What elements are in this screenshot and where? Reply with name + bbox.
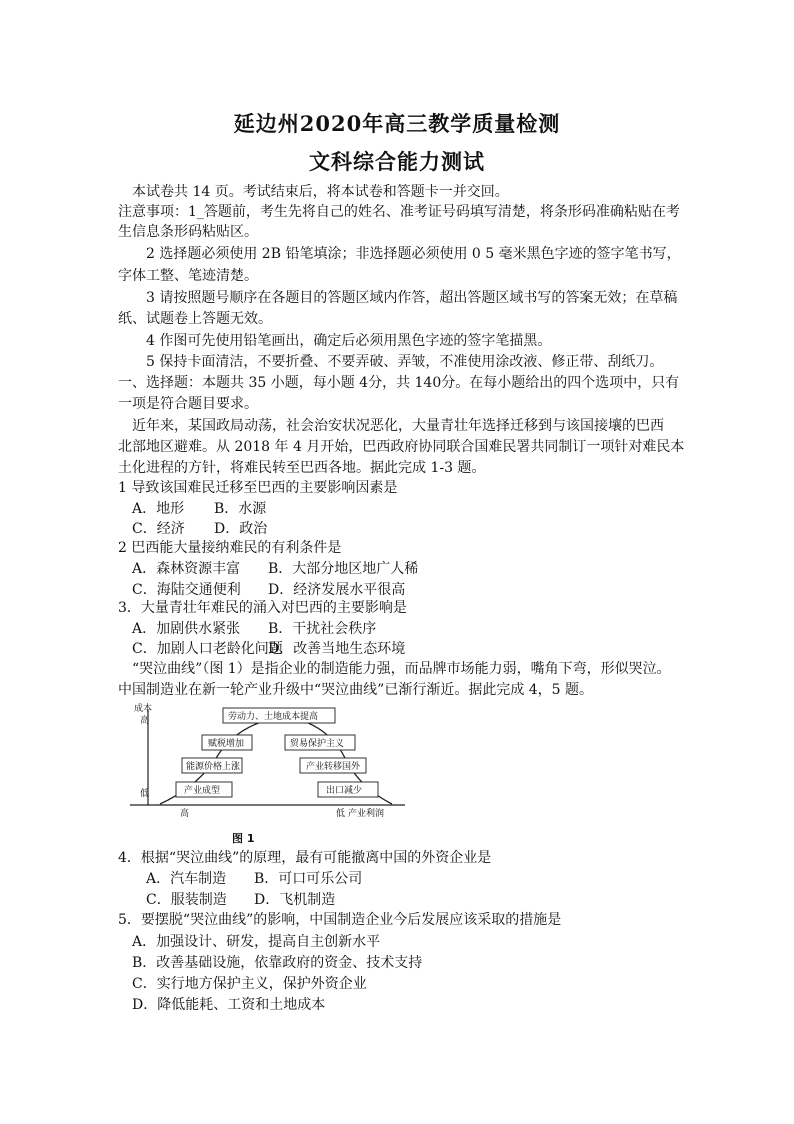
passage-1-line-3: 土化进程的方针，将难民转至巴西各地。据此完成 1-3 题。 xyxy=(118,460,486,476)
box-right-2-label: 产业转移国外 xyxy=(306,762,361,772)
question-4-stem: 4．根据“哭泣曲线”的原理，最有可能撤离中国的外资企业是 xyxy=(118,850,492,866)
q5-option-d: D．降低能耗、工资和土地成本 xyxy=(132,997,326,1013)
y-axis-low: 低 xyxy=(140,789,150,799)
x-axis-label: 产业利润 xyxy=(348,809,385,819)
q1-option-d: D．政治 xyxy=(214,521,268,537)
page-title: 延边州2020年高三教学质量检测 xyxy=(233,111,561,136)
q5-option-a: A．加强设计、研发，提高自主创新水平 xyxy=(132,934,381,950)
q4-option-b: B．可口可乐公司 xyxy=(254,871,363,887)
q2-option-a: A．森林资源丰富 xyxy=(132,561,241,577)
x-axis-low: 低 xyxy=(336,809,346,819)
question-1-stem: 1 导致该国难民迁移至巴西的主要影响因素是 xyxy=(118,480,398,496)
intro-text: 本试卷共 14 页。考试结束后，将本试卷和答题卡一并交回。 xyxy=(132,184,509,200)
q3-option-b: B．干扰社会秩序 xyxy=(268,621,377,637)
box-left-3-label: 产业成型 xyxy=(184,786,221,796)
question-2-stem: 2 巴西能大量接纳难民的有利条件是 xyxy=(118,540,342,556)
q1-option-a: A．地形 xyxy=(132,501,185,517)
q3-option-a: A．加剧供水紧张 xyxy=(132,621,241,637)
y-axis-label: 成本 xyxy=(134,704,153,714)
q1-option-c: C．经济 xyxy=(132,521,185,537)
q1-option-b: B．水源 xyxy=(214,501,267,517)
section-heading-cont: 一项是符合题目要求。 xyxy=(118,396,258,412)
note-3-cont: 纸、试题卷上答题无效。 xyxy=(118,311,272,327)
section-heading: 一、选择题：本题共 35 小题，每小题 4分，共 140分。在每小题给出的四个选项中，只有 xyxy=(118,375,680,391)
passage-1-line-1: 近年来，某国政局动荡，社会治安状况恶化，大量青壮年选择迁移到与该国接壤的巴西 xyxy=(132,418,664,434)
question-3-stem: 3．大量青壮年难民的涌入对巴西的主要影响是 xyxy=(118,600,407,616)
passage-1-line-2: 北部地区避难。从 2018 年 4 月开始，巴西政府协同联合国难民署共同制订一项针对难民本 xyxy=(118,439,685,455)
note-3: 3 请按照题号顺序在各题目的答题区域内作答，超出答题区域书写的答案无效；在草稿 xyxy=(146,290,678,306)
q5-option-c: C．实行地方保护主义，保护外资企业 xyxy=(132,976,367,992)
note-5: 5 保持卡面清洁，不要折叠、不要弄破、弄皱，不准使用涂改液、修正带、刮纸刀。 xyxy=(146,354,664,370)
page-subtitle: 文科综合能力测试 xyxy=(309,149,485,174)
box-left-2-label: 能源价格上涨 xyxy=(186,762,241,772)
note-2-cont: 字体工整、笔迹清楚。 xyxy=(118,268,258,284)
q4-option-d: D．飞机制造 xyxy=(254,892,336,908)
question-5-stem: 5．要摆脱“哭泣曲线”的影响，中国制造企业今后发展应该采取的措施是 xyxy=(118,912,562,928)
q4-option-a: A．汽车制造 xyxy=(146,871,227,887)
x-axis-high: 高 xyxy=(180,809,190,819)
q2-option-b: B．大部分地区地广人稀 xyxy=(268,561,419,577)
box-top-label: 劳动力、土地成本提高 xyxy=(228,712,319,722)
note-1: 注意事项：1_答题前，考生先将自己的姓名、准考证号码填写清楚，将条形码准确粘贴在考 xyxy=(118,204,680,220)
q4-option-c: C．服装制造 xyxy=(146,892,227,908)
q5-option-b: B．改善基础设施，依靠政府的资金、技术支持 xyxy=(132,955,423,971)
note-1-cont: 生信息条形码粘贴区。 xyxy=(118,224,258,240)
q3-option-d: D．改善当地生态环境 xyxy=(268,641,406,657)
figure-caption: 图 1 xyxy=(232,832,255,845)
note-2: 2 选择题必须使用 2B 铅笔填涂；非选择题必须使用 0 5 毫米黑色字迹的签字笔书写， xyxy=(146,246,681,262)
passage-2-line-1: “哭泣曲线”（图 1）是指企业的制造能力强，而品牌市场能力弱，嘴角下弯，形似哭泣。 xyxy=(132,661,671,677)
y-axis-high: 高 xyxy=(140,716,150,726)
crying-curve-diagram xyxy=(120,702,410,822)
note-4: 4 作图可先使用铅笔画出，确定后必须用黑色字迹的签字笔描黑。 xyxy=(146,333,552,349)
q2-option-d: D．经济发展水平很高 xyxy=(268,582,406,598)
box-right-1-label: 贸易保护主义 xyxy=(290,739,345,749)
q2-option-c: C．海陆交通便利 xyxy=(132,582,241,598)
q3-option-c: C．加剧人口老龄化问题 xyxy=(132,641,283,657)
box-left-1-label: 赋税增加 xyxy=(208,739,245,749)
passage-2-line-2: 中国制造业在新一轮产业升级中“哭泣曲线”已渐行渐近。据此完成 4，5 题。 xyxy=(118,682,594,698)
box-right-3-label: 出口减少 xyxy=(326,786,363,796)
